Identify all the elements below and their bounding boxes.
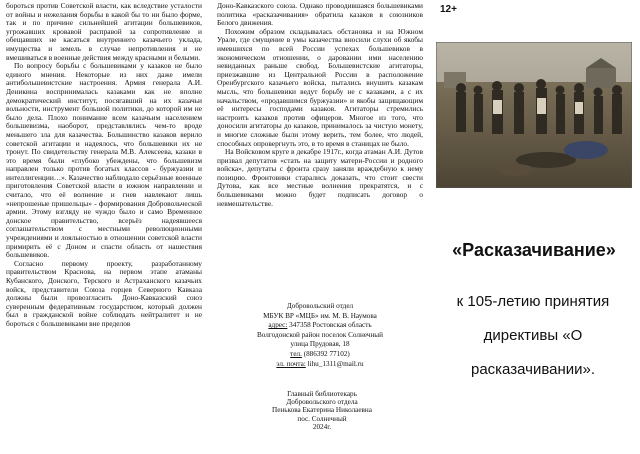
phone-value: (886392 77102) <box>301 349 350 358</box>
cover-title: «Расказачивание» <box>452 240 616 260</box>
credit-author: Пенькова Екатерина Николаевна <box>272 406 372 415</box>
left-paragraph-3: Согласно первому проекту, разработанному правительством Краснова, на первом этапе атаманы Кубанского, Донского, Терского и Астраханского казачьих войск, представители Союза горцев Северного Кавказа должны были провозгласить Доно-Кавказский союз суверенным федеративным государством, который должен был в гражданской войне соблюдать нейтралитет и не бороться с большевиками вне пределов <box>6 258 202 328</box>
left-paragraph-2: По вопросу борьбы с большевиками у казаков не было единого мнения. Некоторые из них даже имели антибольшевистские настроения. Армия генерала А.И. Деникина воспринималась казаками как не вполне демократический институт, посягавший на их казачьи вольности, инструмент большой политики, до которой им не было дела. Плохо понимание всем казачьим населением большевизма, наоборот, представлялись чем-то вроде меньшего зла для казачества. Большинство казаков верило советской агитации и надеялось, что большевики их не тронут. По свидетельству генерала М.В. Алексеева, казаки в это время были «глубоко убеждены, что большевизм направлен только против богатых классов - буржуазии и интеллигенции…». Казачество наблюдало серьёзные военные приготовления Советской власти в южном направлении и считало, что её волнение и гнев навлекают лишь «непрошеные пришельцы» - формирования Добровольческой армии. Этому взгляду не чуждо было и само Временное донское правительство, всерьёз надеявшееся соглашательством с местными революционными учреждениями и лояльностью в отношении советской власти примирить её с Доном и спасти область от нашествия большевиков. <box>6 61 202 260</box>
email-label: эл. почта: <box>276 359 306 368</box>
subtitle-line-3: расказачивании». <box>470 361 596 378</box>
credit-year: 2024г. <box>312 422 332 431</box>
email-value[interactable]: lihu_1311@mail.ru <box>305 359 364 368</box>
contact-block <box>230 302 410 369</box>
left-paragraph-1: бороться против Советской власти, как вследствие усталости от войны и нежелания борьбы в какой бы то ни было форме, так и по причине сильнейшей агитации большевиков, угрожавших кровавой расправой за сопротивление и обещавших не касаться внутреннего казачьего уклада, имущества и земель в случае непротивления и не вмешиваться в военные действия между красными и белыми. <box>6 1 202 62</box>
credits-block <box>232 390 412 431</box>
address-line-1 <box>230 321 410 331</box>
cover-painting <box>436 42 632 188</box>
address-line-3: улица Прудовая, 18 <box>290 340 350 349</box>
subtitle-line-1: к 105-летию принятия <box>456 293 610 310</box>
middle-paragraph-2: Похожим образом складывалась обстановка и на Южном Урале, где смущение в умы казачества вносили слухи об якобы имевшихся по всей России успехах большевиков в экономическом отношении, о даровании ими населению невиданных раньше свобод. Большевистские агитаторы, приезжавшие из Центральной России в расположение Оренбургского казачьего войска, пытались внушить казакам мысль, что большевики ведут борьбу не с казаками, а с их начальством, «продавшимся буржуазии» и якобы защищающим её интересы господами казаков. Агитаторы стремились настроить казаков против офицеров. Многое из того, что доносили агитаторы до казаков, принималось за чистую монету, и многие сложные были этому верить, тем более, что людей, способных опровергнуть это, в то время в станицах не было. <box>217 26 423 148</box>
address-label: адрес: <box>268 321 288 330</box>
credit-department: Добровольского отдела <box>286 398 358 407</box>
middle-paragraph-3: На Войсковом круге в декабре 1917г., когда атаман А.И. Дутов призвал депутатов «стать на защиту матери-России и родного войска», депутаты с фронта сразу заняли враждебную к нему позицию. Фронтовики старались доказать, что стоит свести Дутова, как все местные волнения прекратятся, и с большевиками можно будет подписать договор о невмешательстве. <box>217 147 423 208</box>
email-line <box>230 360 410 370</box>
phone-line <box>230 350 410 360</box>
subtitle-line-2: директивы «О <box>483 327 583 344</box>
phone-label: тел. <box>290 349 302 358</box>
middle-paragraph-1: Доно-Кавказского союза. Однако проводившаяся большевиками политика «расказачивания» обратила казаков в союзников Белого движения. <box>217 1 423 28</box>
department-name: Добровольский отдел <box>286 302 354 310</box>
address-line-2: Волгодонской район поселок Солнечный <box>257 330 383 339</box>
left-text-column <box>6 0 202 454</box>
credit-place: пос. Солнечный <box>297 414 347 423</box>
cover-subtitle <box>430 285 636 387</box>
middle-text-column <box>217 0 423 454</box>
address-value: 347358 Ростовская область <box>287 321 372 330</box>
organization-name: МБУК ВР «МЦБ» им. М. В. Наумова <box>263 311 377 320</box>
credit-position: Главный библиотекарь <box>287 390 357 398</box>
age-rating-badge: 12+ <box>440 4 457 15</box>
